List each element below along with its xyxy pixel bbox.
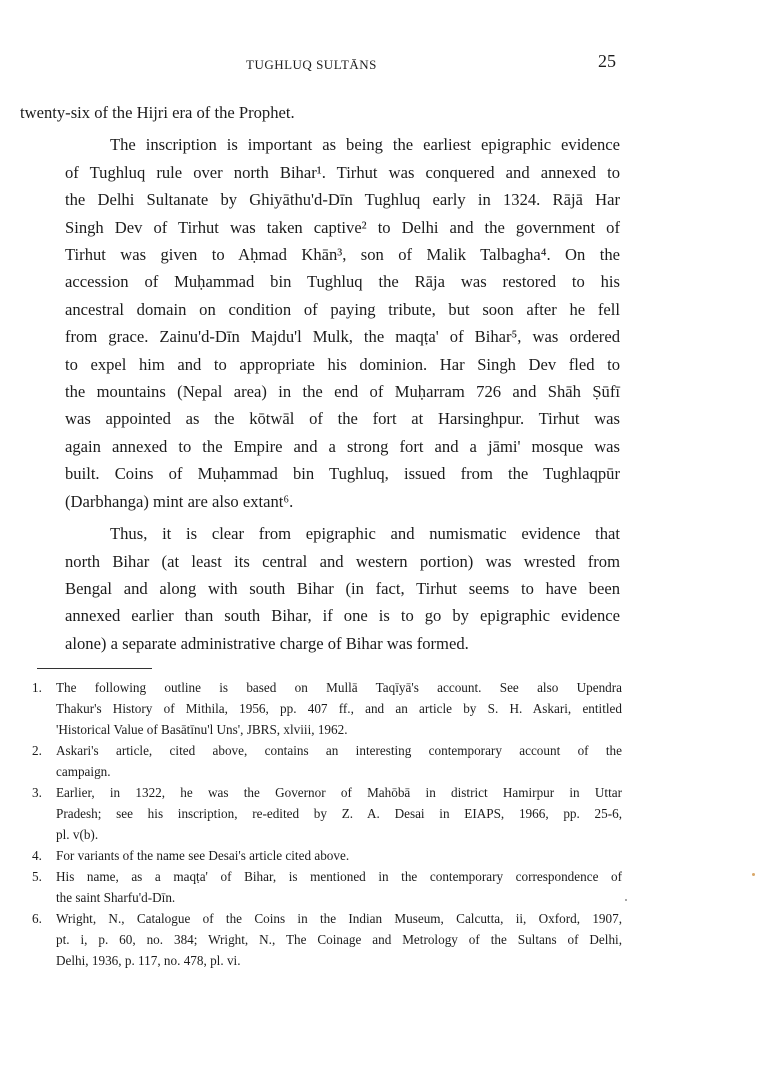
paragraph-2 <box>20 131 620 515</box>
footnote-5 <box>32 866 622 908</box>
paragraph-3 <box>20 520 620 657</box>
page-number: 25 <box>598 51 616 71</box>
footnote-rule <box>37 668 152 669</box>
text-line: built. Coins of Muḥammad bin Tughluq, issued from the Tughlaqpūr <box>65 464 620 484</box>
footnote-line: campaign. <box>56 764 111 779</box>
footnote-6 <box>32 908 622 971</box>
footnote-1 <box>32 677 622 740</box>
scan-speck <box>625 899 627 901</box>
footnote-2 <box>32 740 622 782</box>
text-line: ancestral domain on condition of paying tribute, but soon after he fell <box>65 299 620 319</box>
footnote-3 <box>32 782 622 845</box>
footnote-line: Delhi, 1936, p. 117, no. 478, pl. vi. <box>56 953 241 968</box>
text-line: from grace. Zainu'd-Dīn Majdu'l Mulk, the maqṭa' of Bihar⁵, was ordered <box>65 327 620 347</box>
footnote-line: Pradesh; see his inscription, re-edited by Z. A. Desai in EIAPS, 1966, pp. 25-6, <box>56 806 622 821</box>
text-line: to expel him and to appropriate his dominion. Har Singh Dev fled to <box>65 354 620 374</box>
footnote-line: pt. i, p. 60, no. 384; Wright, N., The Coinage and Metrology of the Sultans of Delhi, <box>56 932 622 947</box>
footnote-line: For variants of the name see Desai's article cited above. <box>56 848 350 863</box>
paragraph-1 <box>20 99 620 126</box>
running-head: TUGHLUQ SULTĀNS <box>246 57 377 72</box>
text-line: again annexed to the Empire and a strong fort and a jāmi' mosque was <box>65 436 620 456</box>
footnote-line: Earlier, in 1322, he was the Governor of Mahōbā in district Hamirpur in Uttar <box>56 785 622 800</box>
footnote-number: 3. <box>32 785 42 800</box>
text-line: Bengal and along with south Bihar (in fact, Tirhut seems to have been <box>65 578 620 598</box>
text-line: of Tughluq rule over north Bihar¹. Tirhut was conquered and annexed to <box>65 162 620 182</box>
footnote-line: pl. v(b). <box>56 827 99 842</box>
footnote-line: The following outline is based on Mullā Taqīyā's account. See also Upendra <box>56 680 622 695</box>
footnote-number: 1. <box>32 680 42 695</box>
text-line: was appointed as the kōtwāl of the fort at Harsinghpur. Tirhut was <box>65 409 620 429</box>
text-line: the mountains (Nepal area) in the end of Muḥarram 726 and Shāh Ṣūfī <box>65 382 620 402</box>
footnote-number: 6. <box>32 911 42 926</box>
text-line: north Bihar (at least its central and western portion) was wrested from <box>65 551 620 571</box>
footnote-number: 2. <box>32 743 42 758</box>
text-line: Tirhut was given to Aḥmad Khān³, son of Malik Talbagha⁴. On the <box>65 245 620 265</box>
text-line: Singh Dev of Tirhut was taken captive² to Delhi and the government of <box>65 217 620 237</box>
scan-speck <box>752 873 755 876</box>
text-line: the Delhi Sultanate by Ghiyāthu'd-Dīn Tughluq early in 1324. Rājā Har <box>65 190 620 210</box>
footnote-line: Askari's article, cited above, contains an interesting contemporary account of the <box>56 743 622 758</box>
footnote-line: His name, as a maqṭa' of Bihar, is mentioned in the contemporary correspondence of <box>56 869 622 884</box>
footnote-line: the saint Sharfu'd-Dīn. <box>56 890 176 905</box>
footnote-number: 5. <box>32 869 42 884</box>
body-text <box>20 99 620 657</box>
footnote-4 <box>32 845 622 866</box>
text-line: alone) a separate administrative charge of Bihar was formed. <box>65 633 469 653</box>
footnotes <box>32 677 622 971</box>
footnote-line: Wright, N., Catalogue of the Coins in the Indian Museum, Calcutta, ii, Oxford, 1907, <box>56 911 622 926</box>
footnote-line: 'Historical Value of Basātīnu'l Uns', JBRS, xlviii, 1962. <box>56 722 348 737</box>
text-line: annexed earlier than south Bihar, if one is to go by epigraphic evidence <box>65 606 620 626</box>
text-line: Thus, it is clear from epigraphic and numismatic evidence that <box>110 524 620 544</box>
text-line: twenty-six of the Hijri era of the Prophet. <box>20 103 295 122</box>
footnote-number: 4. <box>32 848 42 863</box>
text-line: (Darbhanga) mint are also extant⁶. <box>65 491 294 511</box>
text-line: The inscription is important as being the earliest epigraphic evidence <box>110 135 620 155</box>
text-line: accession of Muḥammad bin Tughluq the Rāja was restored to his <box>65 272 620 292</box>
footnote-line: Thakur's History of Mithila, 1956, pp. 407 ff., and an article by S. H. Askari, entitled <box>56 701 622 716</box>
